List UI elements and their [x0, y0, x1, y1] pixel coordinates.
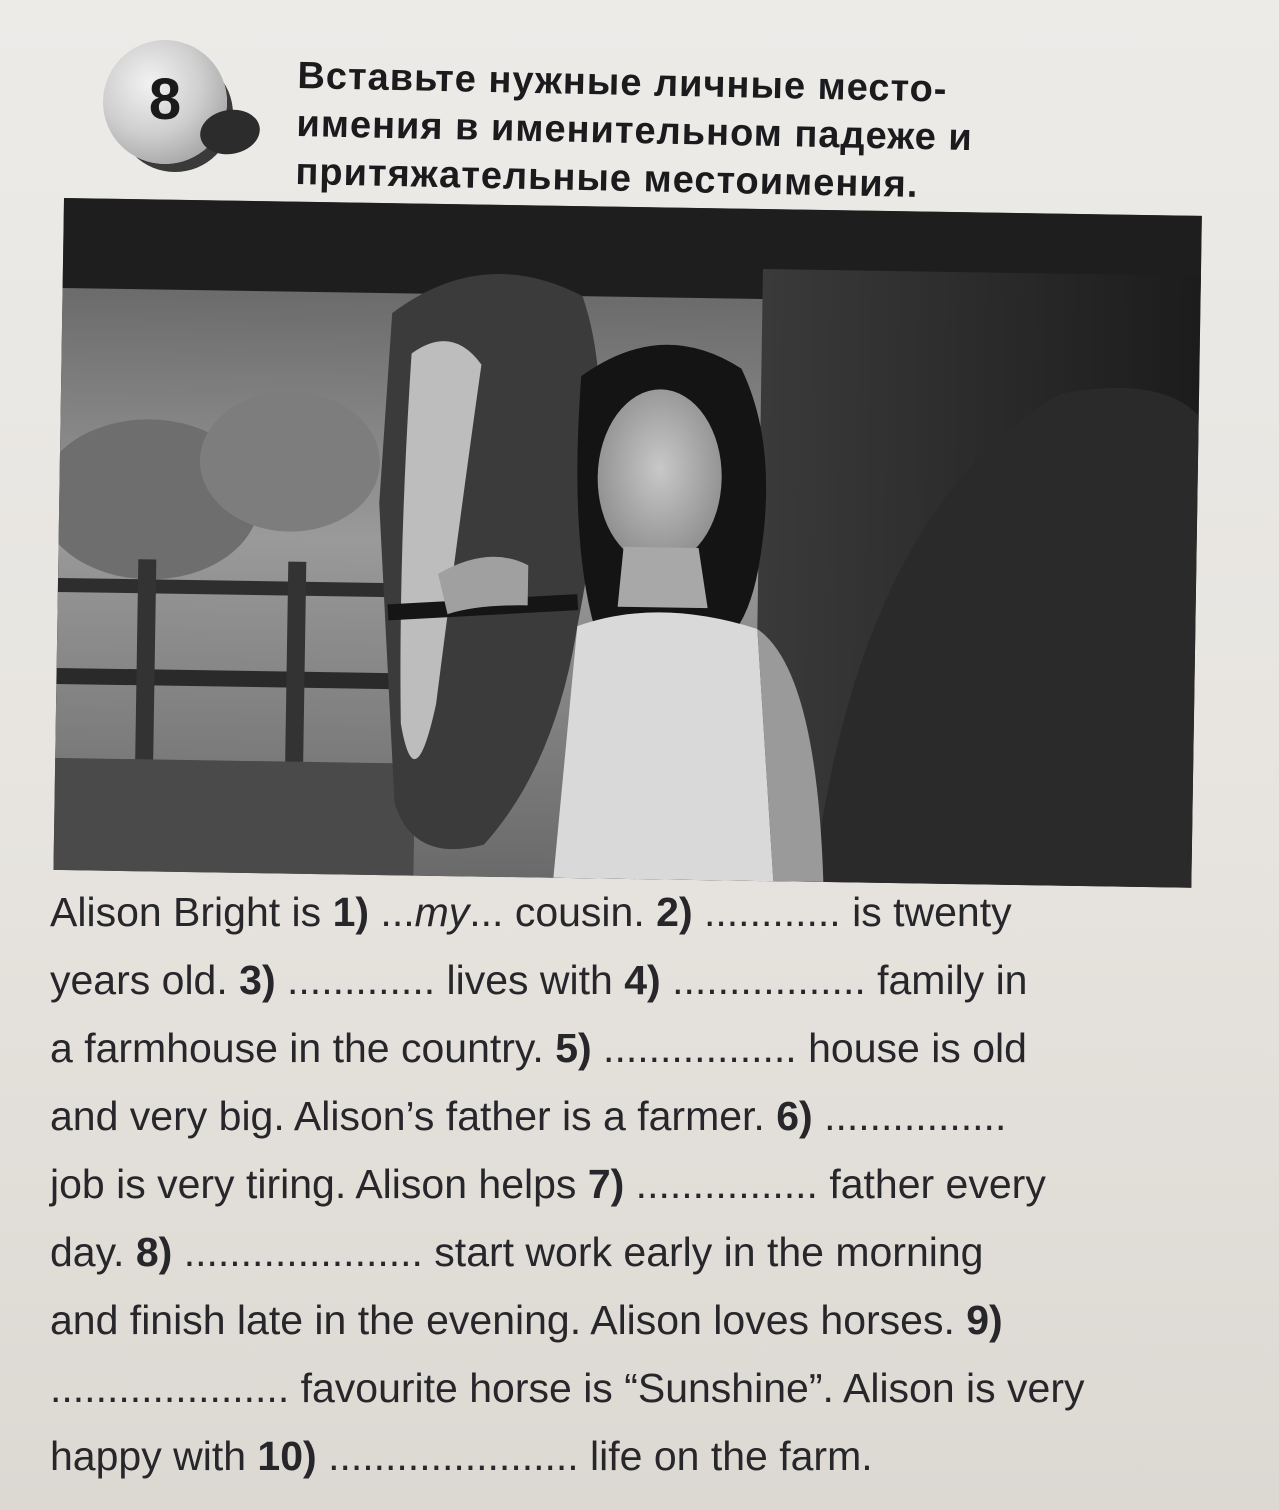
exercise-number: 8 [148, 67, 182, 132]
exercise-line-2 [50, 946, 1240, 1014]
text-fragment: day. [50, 1229, 136, 1275]
exercise-instruction [295, 52, 1138, 214]
text-fragment: ................ father every [624, 1161, 1046, 1207]
text-fragment: ..................... start work early in the morning [172, 1229, 984, 1275]
exercise-line-6 [50, 1218, 1240, 1286]
text-fragment: ...................... life on the farm. [316, 1433, 873, 1479]
text-fragment: and very big. Alison’s father is a farmer. [50, 1093, 777, 1139]
text-fragment: happy with [50, 1433, 258, 1479]
instruction-line-2: имения в именительном падеже и [296, 102, 974, 160]
gap-number: 10) [257, 1433, 317, 1479]
gap-number: 7) [587, 1161, 625, 1207]
exercise-line-3 [50, 1014, 1240, 1082]
gap-number: 9) [966, 1297, 1003, 1343]
gap-number: 5) [555, 1025, 592, 1071]
text-fragment: and finish late in the evening. Alison loves horses. [50, 1297, 967, 1343]
exercise-line-4 [50, 1082, 1240, 1150]
gap-number: 3) [239, 957, 276, 1003]
text-fragment: job is very tiring. Alison helps [50, 1161, 588, 1207]
exercise-line-7 [50, 1286, 1240, 1354]
instruction-line-3: притяжательные местоимения. [295, 150, 919, 207]
exercise-line-1 [50, 878, 1240, 946]
gap-number: 6) [776, 1093, 813, 1139]
gap-number: 1) [332, 889, 370, 935]
text-fragment: ............. lives with [275, 957, 625, 1003]
photo-woman-with-horse [53, 198, 1201, 888]
text-fragment: ..................... favourite horse is “Sunshine”. Alison is very [50, 1365, 1085, 1411]
instruction-line-1: Вставьте нужные личные место- [297, 54, 948, 111]
exercise-line-5 [50, 1150, 1240, 1218]
exercise-line-8 [50, 1354, 1240, 1422]
exercise-line-9 [50, 1422, 1240, 1490]
text-fragment: ................. house is old [591, 1025, 1027, 1071]
text-fragment: ... [369, 889, 415, 935]
text-fragment: ................ [812, 1093, 1007, 1139]
text-fragment: a farmhouse in the country. [50, 1025, 556, 1071]
gap-number: 8) [135, 1229, 173, 1275]
gap-number: 4) [624, 957, 661, 1003]
text-fragment: years old. [50, 957, 240, 1003]
text-fragment: ............ is twenty [692, 889, 1012, 935]
text-fragment: Alison Bright is [50, 889, 333, 935]
text-fragment: ................. family in [660, 957, 1028, 1003]
text-fragment: ... cousin. [469, 889, 657, 935]
gap-number: 2) [656, 889, 693, 935]
exercise-text [50, 878, 1240, 1490]
example-answer: my [414, 889, 470, 935]
